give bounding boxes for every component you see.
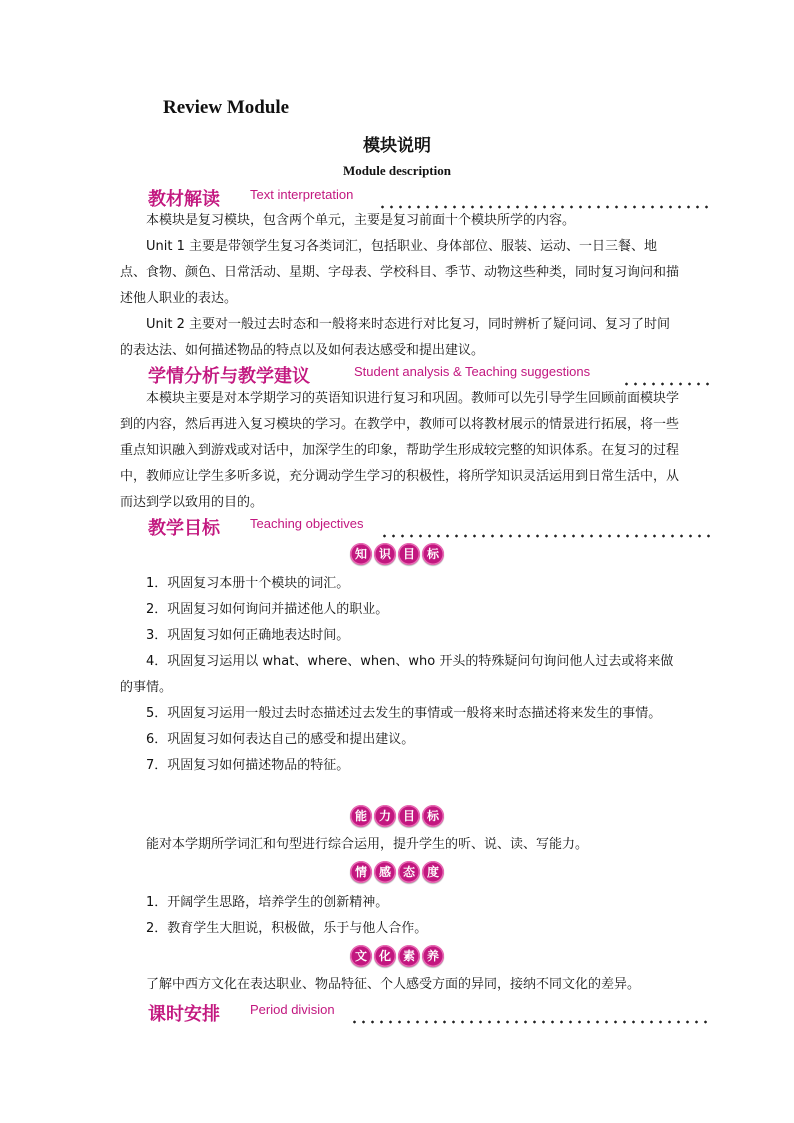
paragraph: 了解中西方文化在表达职业、物品特征、个人感受方面的异同，接纳不同文化的差异。 xyxy=(146,977,641,992)
section-title-cn: 学情分析与教学建议 xyxy=(148,366,310,387)
badge-char: 养 xyxy=(422,945,444,967)
badge-char: 感 xyxy=(374,861,396,883)
badge-char: 标 xyxy=(422,805,444,827)
list-item: 1．开阔学生思路，培养学生的创新精神。 xyxy=(146,895,389,910)
text-interpretation-body xyxy=(120,208,680,364)
badge-char: 文 xyxy=(350,945,372,967)
ability-objectives-body xyxy=(120,832,680,858)
list-item: 1．巩固复习本册十个模块的词汇。 xyxy=(146,576,350,591)
section-title-cn: 教材解读 xyxy=(148,189,220,210)
badge-knowledge-objectives xyxy=(0,543,794,565)
section-header-period-division xyxy=(148,1000,710,1024)
section-title-cn: 课时安排 xyxy=(148,1004,220,1025)
paragraph: Unit 1 主要是带领学生复习各类词汇，包括职业、身体部位、服装、运动、一日三餐、地点、食物、颜色、日常活动、星期、字母表、学校科目、季节、动物这些种类，同时复习询问和描述他人职业的表达。 xyxy=(120,239,680,306)
badge-emotion-attitude xyxy=(0,861,794,883)
section-header-teaching-objectives xyxy=(148,514,710,538)
badge-char: 识 xyxy=(374,543,396,565)
paragraph: 本模块主要是对本学期学习的英语知识进行复习和巩固。教师可以先引导学生回顾前面模块学到的内容，然后再进入复习模块的学习。在教学中，教师可以将教材展示的情景进行拓展，将一些重点知识融入到游戏或对话中，加深学生的印象，帮助学生形成较完整的知识体系。在复习的过程中，教师应让学生多听多说，充分调动学生学习的积极性，将所学知识灵活运用到日常生活中，从而达到学以致用的目的。 xyxy=(120,391,680,510)
module-description-en-subtitle: Module description xyxy=(343,163,451,178)
list-item: 3．巩固复习如何正确地表达时间。 xyxy=(146,628,350,643)
section-header-student-analysis xyxy=(148,362,710,386)
section-header-text-interpretation xyxy=(148,185,710,209)
paragraph: Unit 2 主要对一般过去时态和一般将来时态进行对比复习，同时辨析了疑问词、复习了时间的表达法、如何描述物品的特点以及如何表达感受和提出建议。 xyxy=(120,317,670,358)
section-title-en: Period division xyxy=(250,1002,335,1017)
badge-culture-literacy xyxy=(0,945,794,967)
badge-char: 目 xyxy=(398,543,420,565)
section-title-en: Student analysis & Teaching suggestions xyxy=(354,364,591,379)
badge-char: 目 xyxy=(398,805,420,827)
badge-ability-objectives xyxy=(0,805,794,827)
badge-char: 标 xyxy=(422,543,444,565)
list-item: 6．巩固复习如何表达自己的感受和提出建议。 xyxy=(146,732,415,747)
section-title-en: Teaching objectives xyxy=(250,516,364,531)
culture-literacy-body xyxy=(120,972,680,998)
emotion-attitude-list xyxy=(120,890,680,942)
badge-char: 态 xyxy=(398,861,420,883)
list-item: 2．教育学生大胆说，积极做，乐于与他人合作。 xyxy=(146,921,428,936)
badge-char: 度 xyxy=(422,861,444,883)
list-item: 4．巩固复习运用以 what、where、when、who 开头的特殊疑问句询问他人过去或将来做的事情。 xyxy=(120,654,674,695)
module-title: Review Module xyxy=(163,97,290,118)
badge-char: 化 xyxy=(374,945,396,967)
module-description-cn-title: 模块说明 xyxy=(363,136,431,156)
badge-char: 能 xyxy=(350,805,372,827)
list-item: 5．巩固复习运用一般过去时态描述过去发生的事情或一般将来时态描述将来发生的事情。 xyxy=(146,706,662,721)
list-item: 7．巩固复习如何描述物品的特征。 xyxy=(146,758,350,773)
section-title-en: Text interpretation xyxy=(250,187,354,202)
section-title-cn: 教学目标 xyxy=(148,518,220,539)
dotted-divider xyxy=(350,1020,710,1024)
knowledge-objectives-list xyxy=(120,571,680,779)
list-item: 2．巩固复习如何询问并描述他人的职业。 xyxy=(146,602,389,617)
paragraph: 能对本学期所学词汇和句型进行综合运用，提升学生的听、说、读、写能力。 xyxy=(146,837,589,852)
paragraph: 本模块是复习模块，包含两个单元，主要是复习前面十个模块所学的内容。 xyxy=(146,213,576,228)
badge-char: 力 xyxy=(374,805,396,827)
dotted-divider xyxy=(380,534,710,538)
student-analysis-body xyxy=(120,386,680,516)
badge-char: 知 xyxy=(350,543,372,565)
badge-char: 情 xyxy=(350,861,372,883)
badge-char: 素 xyxy=(398,945,420,967)
